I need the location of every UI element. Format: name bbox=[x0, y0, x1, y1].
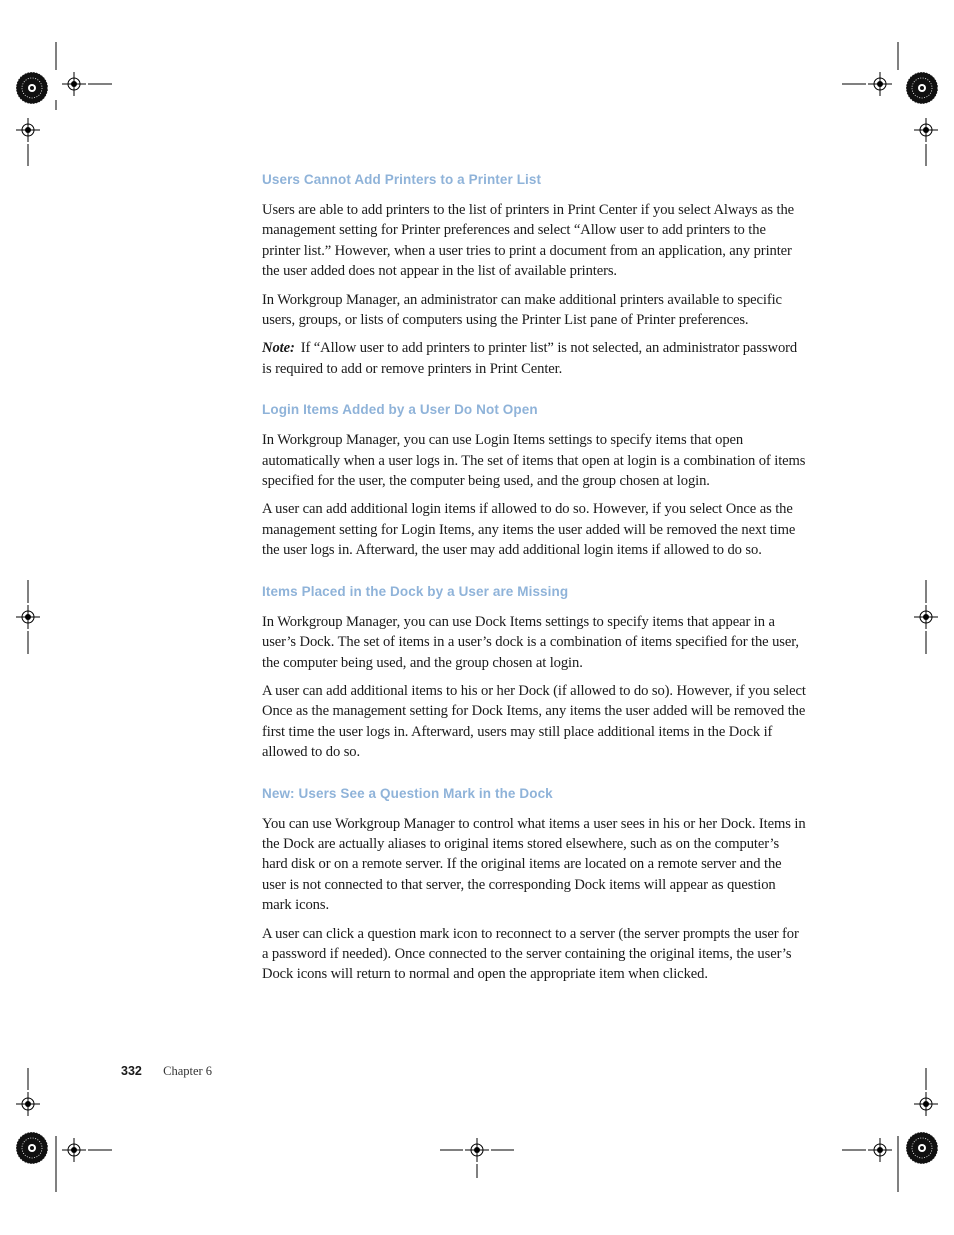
document-body bbox=[262, 172, 807, 1008]
registration-target-top-left-1 bbox=[62, 72, 86, 96]
page-number: 332 bbox=[121, 1064, 142, 1078]
section-heading: New: Users See a Question Mark in the Dock bbox=[262, 785, 553, 801]
section-printers bbox=[262, 172, 807, 379]
note-text: If “Allow user to add printers to printer list” is not selected, an administrator password is required to add or remove printers in Print Center. bbox=[262, 340, 798, 377]
section-heading: Login Items Added by a User Do Not Open bbox=[262, 402, 538, 418]
section-dock-items bbox=[262, 584, 807, 763]
paragraph: In Workgroup Manager, you can use Dock Items settings to specify items that appear in a user’s Dock. The set of items in a user’s dock is a combination of items specified for the user, the computer being used, and the group chosen at login. bbox=[262, 613, 799, 671]
note-label: Note: bbox=[262, 340, 295, 357]
paragraph: In Workgroup Manager, an administrator can make additional printers available to specific users, groups, or lists of computers using the Printer List pane of Printer preferences. bbox=[262, 291, 782, 329]
chapter-label: Chapter 6 bbox=[163, 1064, 213, 1078]
paragraph: A user can add additional items to his or her Dock (if allowed to do so). However, if you select Once as the management setting for Dock Items, any items the user added will be removed the first time the user logs in. Afterward, users may still place additional items in the Dock if allowed to do so. bbox=[262, 682, 806, 761]
registration-target-top-right-2 bbox=[914, 118, 938, 142]
page-footer bbox=[121, 1063, 212, 1079]
paragraph: Users are able to add printers to the list of printers in Print Center if you select Always as the management setting for Printer preferences and select “Allow user to add printers to the printer list.” However, when a user tries to print a document from an application, any printer the user added does not appear in the list of available printers. bbox=[262, 202, 795, 280]
paragraph: In Workgroup Manager, you can use Login Items settings to specify items that open automatically when a user logs in. The set of items that open at login is a combination of items specified for the user, the computer being used, and the group chosen at login. bbox=[262, 432, 806, 490]
registration-target-bottom-right-1 bbox=[914, 1092, 938, 1116]
registration-target-bottom-left-1 bbox=[16, 1092, 40, 1116]
paragraph: A user can add additional login items if allowed to do so. However, if you select Once as the management setting for Login Items, any items the user added will be removed the next time the user logs in. Afterward, the user may add additional login items if allowed to do so. bbox=[262, 501, 796, 559]
registration-star-bottom-left bbox=[16, 1132, 48, 1164]
registration-star-top-left bbox=[16, 72, 48, 104]
section-question-mark bbox=[262, 786, 807, 985]
note-paragraph bbox=[262, 338, 807, 379]
section-heading: Users Cannot Add Printers to a Printer List bbox=[262, 172, 542, 187]
registration-target-top-right-1 bbox=[868, 72, 892, 96]
registration-target-middle-right bbox=[914, 605, 938, 629]
section-login-items bbox=[262, 402, 807, 560]
registration-target-bottom-center bbox=[465, 1138, 489, 1162]
registration-star-top-right bbox=[906, 72, 938, 104]
registration-star-bottom-right bbox=[906, 1132, 938, 1164]
registration-target-middle-left bbox=[16, 605, 40, 629]
paragraph: A user can click a question mark icon to reconnect to a server (the server prompts the user for a password if needed). Once connected to the server containing the original items, the user’s Dock icons will return to normal and open the appropriate item when clicked. bbox=[262, 925, 799, 983]
section-heading: Items Placed in the Dock by a User are Missing bbox=[262, 583, 569, 599]
paragraph: You can use Workgroup Manager to control what items a user sees in his or her Dock. Items in the Dock are actually aliases to original items stored elsewhere, such as on the computer’s hard disk or on a remote server. If the original items are located on a remote server and the user is not connected to that server, the corresponding Dock items will appear as question mark icons. bbox=[262, 815, 806, 914]
registration-target-top-left-2 bbox=[16, 118, 40, 142]
registration-target-bottom-right-2 bbox=[868, 1138, 892, 1162]
registration-target-bottom-left-2 bbox=[62, 1138, 86, 1162]
